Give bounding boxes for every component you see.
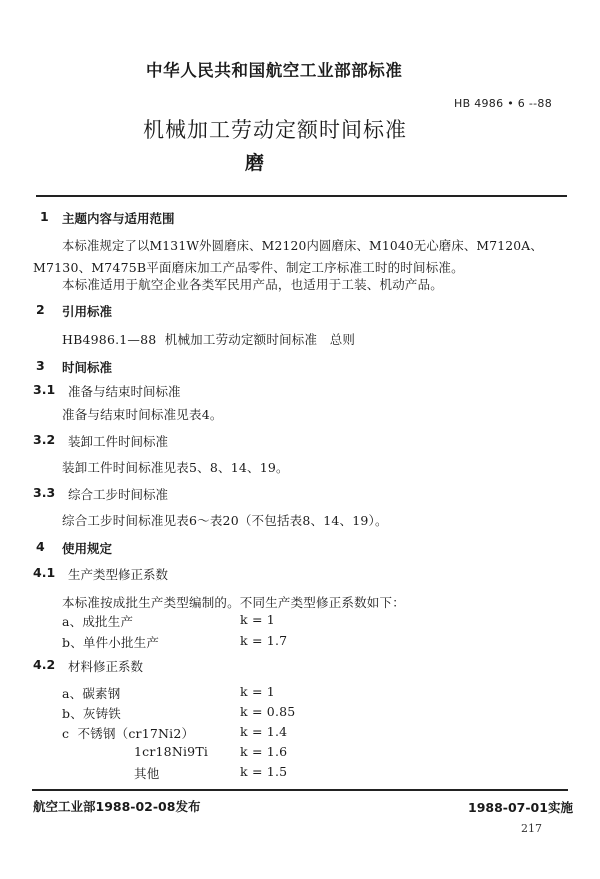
document-subtitle: 磨 — [245, 152, 265, 174]
section-1-para1-line1: 本标准规定了以M131W外圆磨床、M2120内圆磨床、M1040无心磨床、M7120A、 — [62, 239, 543, 253]
section-3-3-number: 3.3 — [33, 485, 56, 500]
material-value: k = 1.6 — [240, 744, 288, 759]
header-divider — [36, 195, 567, 197]
effective-date: 1988-07-01实施 — [468, 800, 573, 815]
section-4-title: 使用规定 — [62, 541, 113, 556]
production-type-label: b、单件小批生产 — [62, 635, 160, 650]
material-value: k = 1 — [240, 684, 275, 699]
section-1-number: 1 — [40, 209, 49, 224]
material-value: k = 1.5 — [240, 764, 288, 779]
production-type-value: k = 1.7 — [240, 633, 288, 648]
section-3-3-text: 综合工步时间标准见表6～表20（不包括表8、14、19）。 — [62, 513, 388, 528]
document-title: 机械加工劳动定额时间标准 — [143, 118, 407, 142]
section-2-number: 2 — [36, 302, 45, 317]
footer-divider — [32, 789, 568, 791]
material-label: c 不锈钢（cr17Ni2） — [62, 726, 195, 741]
material-label: 其他 — [134, 766, 160, 781]
page-number: 217 — [521, 822, 542, 835]
section-4-2-number: 4.2 — [33, 657, 56, 672]
material-label: a、碳素钢 — [62, 686, 121, 701]
section-4-1-intro: 本标准按成批生产类型编制的。不同生产类型修正系数如下： — [62, 595, 405, 610]
reference-standard: HB4986.1—88 机械加工劳动定额时间标准 总则 — [62, 332, 356, 347]
document-number: HB 4986 • 6 --88 — [454, 97, 553, 110]
material-value: k = 0.85 — [240, 704, 296, 719]
section-3-title: 时间标准 — [62, 360, 113, 375]
section-4-1-title: 生产类型修正系数 — [68, 567, 169, 582]
section-3-3-title: 综合工步时间标准 — [68, 487, 169, 502]
material-value: k = 1.4 — [240, 724, 288, 739]
section-4-1-number: 4.1 — [33, 565, 56, 580]
section-3-2-text: 装卸工件时间标准见表5、8、14、19。 — [62, 460, 289, 475]
production-type-label: a、成批生产 — [62, 614, 134, 629]
section-1-title: 主题内容与适用范围 — [62, 211, 175, 226]
section-1-para2: 本标准适用于航空企业各类军民用产品，也适用于工装、机动产品。 — [62, 277, 444, 292]
section-3-1-number: 3.1 — [33, 382, 56, 397]
section-3-2-number: 3.2 — [33, 432, 56, 447]
section-3-2-title: 装卸工件时间标准 — [68, 434, 169, 449]
issue-date: 航空工业部1988-02-08发布 — [33, 799, 201, 814]
section-4-2-title: 材料修正系数 — [68, 659, 144, 674]
section-4-number: 4 — [36, 539, 45, 554]
section-3-number: 3 — [36, 358, 45, 373]
section-3-1-title: 准备与结束时间标准 — [68, 384, 181, 399]
issuing-authority: 中华人民共和国航空工业部部标准 — [146, 61, 403, 80]
section-1-para1-line2: M7130、M7475B平面磨床加工产品零件、制定工序标准工时的时间标准。 — [33, 260, 464, 275]
production-type-value: k = 1 — [240, 612, 275, 627]
material-label: b、灰铸铁 — [62, 706, 122, 721]
section-2-title: 引用标准 — [62, 304, 113, 319]
section-3-1-text: 准备与结束时间标准见表4。 — [62, 407, 223, 422]
material-label: 1cr18Ni9Ti — [134, 744, 209, 759]
